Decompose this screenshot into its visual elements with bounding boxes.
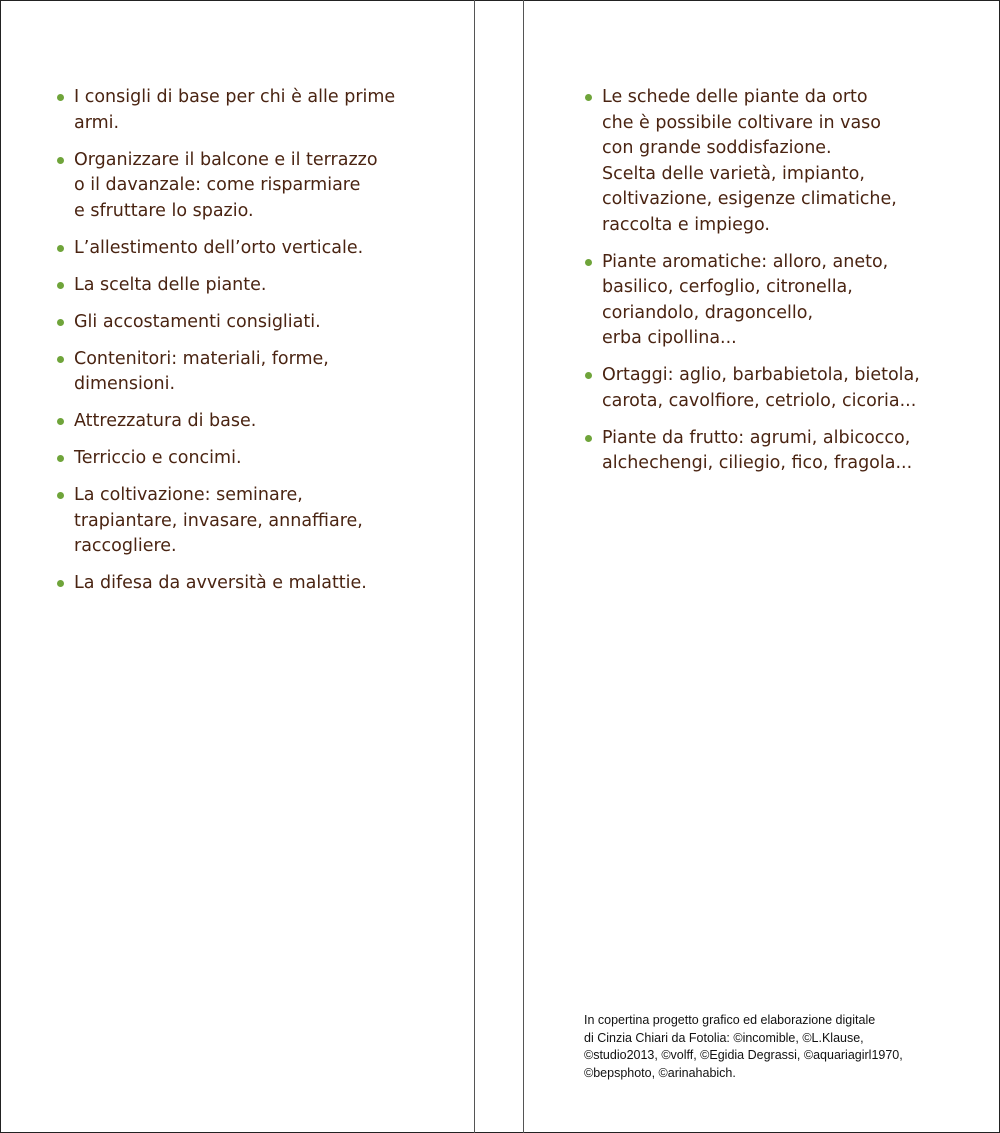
list-item-text: Terriccio e concimi.: [74, 448, 242, 468]
list-item: [57, 409, 417, 435]
list-item: [57, 148, 417, 225]
list-item: [57, 571, 417, 597]
list-item-text: I consigli di base per chi è alle prime armi.: [74, 87, 396, 133]
list-item: [57, 85, 417, 136]
list-item-text: Le schede delle piante da orto che è possibile coltivare in vaso con grande soddisfazione. Scelta delle varietà, impianto, coltivazione, esigenze climatiche, raccolta e impiego.: [602, 87, 897, 235]
list-item: [585, 85, 965, 238]
list-item: [585, 250, 965, 352]
list-item: [585, 426, 965, 477]
list-item-text: Contenitori: materiali, forme, dimensioni.: [74, 348, 329, 394]
bullet-icon: [57, 157, 64, 164]
list-item-text: La scelta delle piante.: [74, 274, 267, 295]
bullet-icon: [57, 580, 64, 587]
list-item: [57, 310, 417, 336]
bullet-icon: [585, 435, 592, 442]
bullet-icon: [585, 259, 592, 266]
right-contents-list: [585, 85, 965, 488]
cover-credits: In copertina progetto grafico ed elaborazione digitale di Cinzia Chiari da Fotolia: ©incomible, ©L.Klause, ©studio2013, ©volff, ©Egidia Degrassi, ©aquariagirl1970, ©bepsphoto, ©arinahabich.: [584, 1013, 903, 1080]
list-item: [57, 236, 417, 262]
spine-fold-right: [523, 0, 524, 1133]
list-item-text: La coltivazione: seminare, trapiantare, invasare, annaffiare, raccogliere.: [74, 485, 363, 556]
list-item-text: Ortaggi: aglio, barbabietola, bietola, carota, cavolfiore, cetriolo, cicoria...: [602, 365, 920, 411]
bullet-icon: [57, 418, 64, 425]
bullet-icon: [57, 94, 64, 101]
list-item: [57, 446, 417, 472]
list-item-text: La difesa da avversità e malattie.: [74, 573, 367, 593]
list-item-text: Piante aromatiche: alloro, aneto, basilico, cerfoglio, citronella, coriandolo, dragoncello, erba cipollina...: [602, 251, 889, 348]
list-item: [57, 273, 417, 299]
left-contents-list: [57, 85, 417, 608]
list-item-text: Organizzare il balcone e il terrazzo o il davanzale: come risparmiare e sfruttare lo spazio.: [74, 149, 378, 221]
list-item-text: Gli accostamenti consigliati.: [74, 311, 321, 332]
bullet-icon: [585, 372, 592, 379]
list-item: [585, 363, 965, 414]
list-item-text: Piante da frutto: agrumi, albicocco, alchechengi, ciliegio, fico, fragola...: [602, 427, 913, 473]
bullet-icon: [57, 245, 64, 252]
bullet-icon: [57, 455, 64, 462]
bullet-icon: [57, 492, 64, 499]
bullet-icon: [57, 356, 64, 363]
bullet-icon: [57, 282, 64, 289]
list-item: [57, 347, 417, 398]
list-item-text: L’allestimento dell’orto verticale.: [74, 237, 364, 258]
list-item: [57, 483, 417, 560]
bullet-icon: [57, 319, 64, 326]
list-item-text: Attrezzatura di base.: [74, 411, 257, 431]
bullet-icon: [585, 94, 592, 101]
spine-fold-left: [474, 0, 475, 1133]
